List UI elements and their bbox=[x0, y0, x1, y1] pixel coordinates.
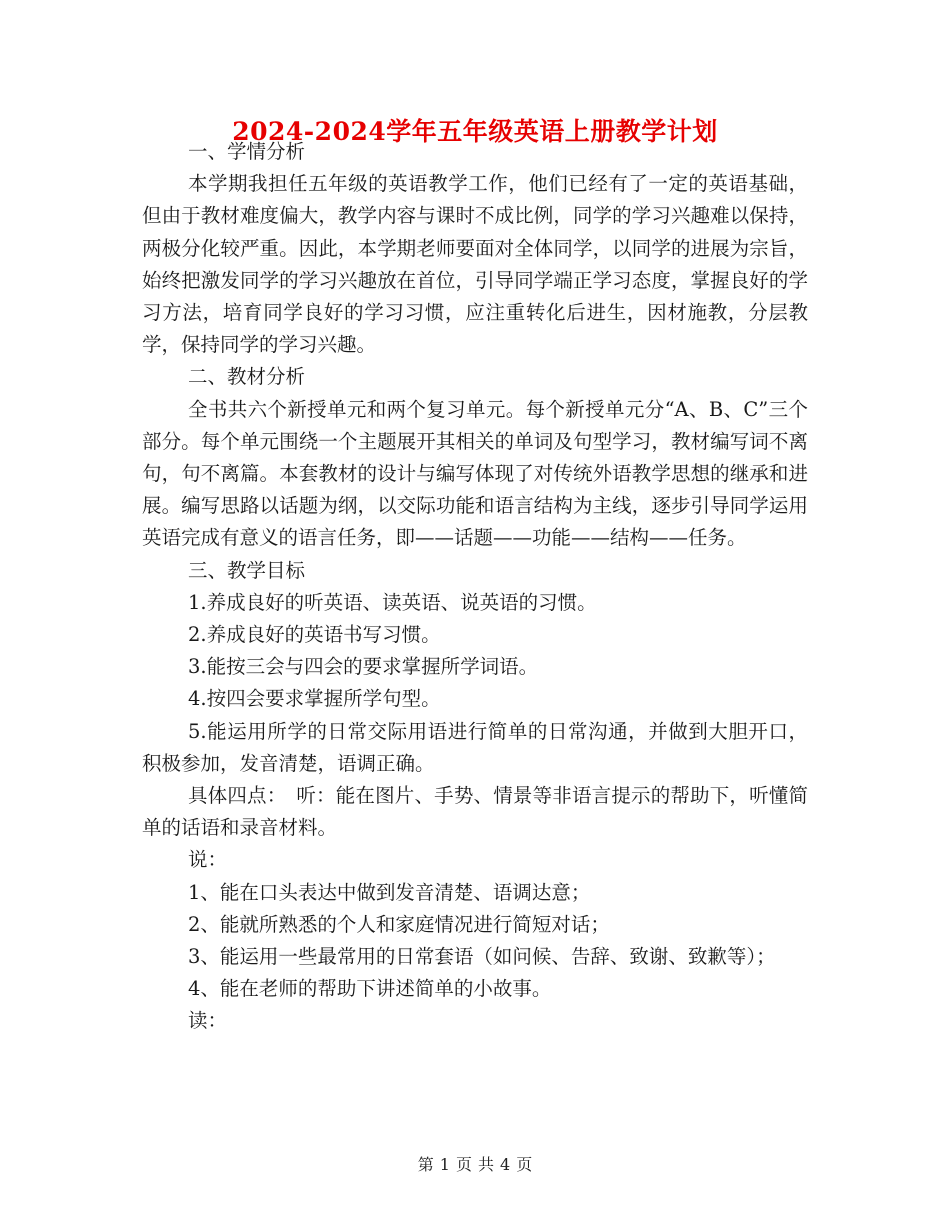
list-item: 2.养成良好的英语书写习惯。 bbox=[188, 623, 441, 647]
sub-heading: 说： bbox=[188, 848, 228, 872]
list-item: 4、能在老师的帮助下讲述简单的小故事。 bbox=[188, 977, 552, 1001]
list-item: 3、能运用一些最常用的日常套语（如问候、告辞、致谢、致歉等）； bbox=[188, 945, 776, 969]
list-item: 1、能在口头表达中做到发音清楚、语调达意； bbox=[188, 880, 591, 904]
footer-page-unit: 页 bbox=[455, 1155, 472, 1174]
list-item: 4.按四会要求掌握所学句型。 bbox=[188, 687, 441, 711]
paragraph: 本学期我担任五年级的英语教学工作，他们已经有了一定的英语基础，但由于教材难度偏大，教学内容与课时不成比例，同学的学习兴趣难以保持，两极分化较严重。因此，本学期老师要面对全体同学，以同学的进展为宗旨，始终把激发同学的学习兴趣放在首位，引导同学端正学习态度，掌握良好的学习方法，培育同学良好的学习习惯，应注重转化后进生，因材施教，分层教学，保持同学的学习兴趣。 bbox=[142, 172, 808, 357]
section-heading-1: 一、学情分析 bbox=[188, 140, 306, 163]
document-body bbox=[142, 136, 808, 1038]
list-item: 5.能运用所学的日常交际用语进行简单的日常沟通，并做到大胆开口，积极参加，发音清楚，语调正确。 bbox=[142, 719, 808, 775]
sub-heading: 读： bbox=[188, 1009, 228, 1033]
list-item: 2、能就所熟悉的个人和家庭情况进行简短对话； bbox=[188, 912, 610, 936]
section-heading-3: 三、教学目标 bbox=[188, 558, 306, 582]
list-item: 3.能按三会与四会的要求掌握所学词语。 bbox=[188, 655, 539, 679]
page-footer bbox=[0, 1152, 950, 1175]
footer-total-unit: 页 bbox=[516, 1155, 533, 1174]
footer-total-prefix: 共 bbox=[478, 1155, 495, 1174]
paragraph: 全书共六个新授单元和两个复习单元。每个新授单元分“A、B、C”三个部分。每个单元围绕一个主题展开其相关的单词及句型学习，教材编写词不离句，句不离篇。本套教材的设计与编写体现了对传统外语教学思想的继承和进展。编写思路以话题为纲，以交际功能和语言结构为主线，逐步引导同学运用英语完成有意义的语言任务，即——话题——功能——结构——任务。 bbox=[142, 397, 808, 550]
document-title: 2024-2024学年五年级英语上册教学计划 bbox=[232, 117, 718, 146]
footer-prefix: 第 bbox=[417, 1155, 434, 1174]
paragraph: 具体四点： 听：能在图片、手势、情景等非语言提示的帮助下，听懂简单的话语和录音材料。 bbox=[142, 784, 808, 840]
footer-page-number: 1 bbox=[439, 1155, 450, 1174]
section-heading-2: 二、教材分析 bbox=[188, 365, 306, 389]
list-item: 1.养成良好的听英语、读英语、说英语的习惯。 bbox=[188, 590, 597, 614]
footer-total-pages: 4 bbox=[500, 1155, 511, 1174]
